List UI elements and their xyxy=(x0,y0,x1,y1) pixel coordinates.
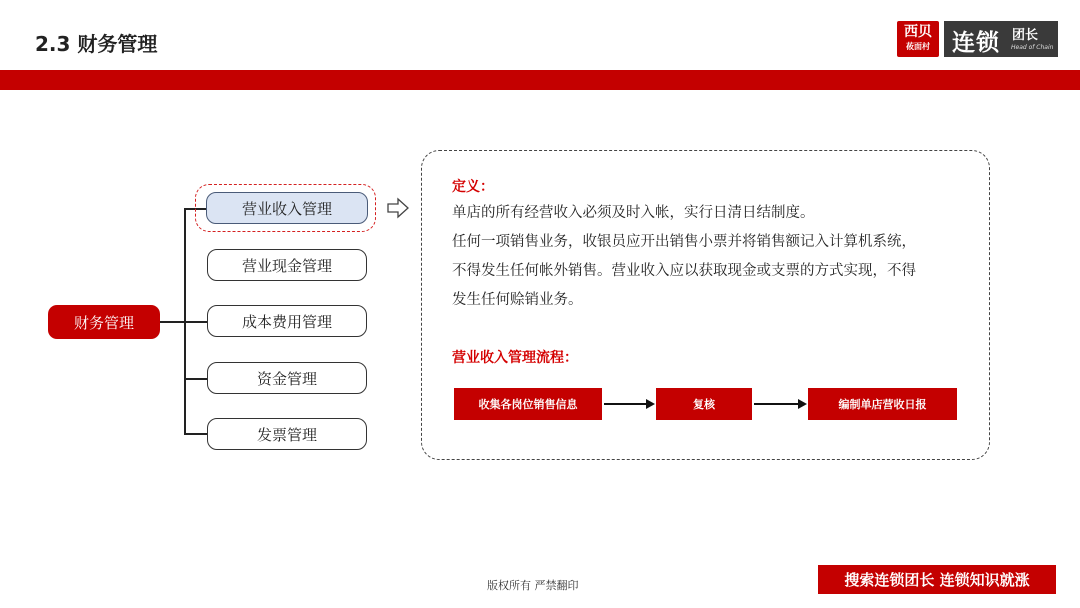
header-divider-bar xyxy=(0,70,1080,90)
tree-node-funds[interactable]: 资金管理 xyxy=(207,362,367,394)
tree-node-invoice[interactable]: 发票管理 xyxy=(207,418,367,450)
xibei-logo-line2: 莜面村 xyxy=(906,42,930,51)
xibei-logo xyxy=(897,21,939,57)
flow-arrow-icon xyxy=(604,396,656,412)
tree-connector xyxy=(184,321,207,323)
tree-connector xyxy=(184,433,207,435)
tree-node-cost[interactable]: 成本费用管理 xyxy=(207,305,367,337)
tree-node-cash[interactable]: 营业现金管理 xyxy=(207,249,367,281)
definition-line: 不得发生任何帐外销售。营业收入应以获取现金或支票的方式实现，不得 xyxy=(452,263,916,279)
flow-arrow-icon xyxy=(754,396,808,412)
xibei-logo-line1: 西贝 xyxy=(904,24,932,40)
liansuo-logo-main: 连锁 xyxy=(952,30,1000,56)
slogan-banner: 搜索连锁团长 连锁知识就涨 xyxy=(818,565,1056,594)
definition-title: 定义： xyxy=(452,179,494,195)
page-title: 2.3 财务管理 xyxy=(35,32,158,56)
flow-step-collect[interactable]: 收集各岗位销售信息 xyxy=(454,388,602,420)
definition-line: 单店的所有经营收入必须及时入帐，实行日清日结制度。 xyxy=(452,205,815,221)
tree-node-revenue[interactable]: 营业收入管理 xyxy=(206,192,368,224)
tree-connector xyxy=(160,321,184,323)
tree-root-node[interactable]: 财务管理 xyxy=(48,305,160,339)
liansuo-logo-en: Head of Chain xyxy=(1011,44,1054,51)
tree-connector xyxy=(184,378,207,380)
flow-title: 营业收入管理流程： xyxy=(452,350,578,366)
flow-step-review[interactable]: 复核 xyxy=(656,388,752,420)
definition-line: 发生任何赊销业务。 xyxy=(452,292,583,308)
copyright-text: 版权所有 严禁翻印 xyxy=(487,579,579,592)
liansuo-logo-sub: 团长 xyxy=(1012,28,1039,43)
definition-line: 任何一项销售业务，收银员应开出销售小票并将销售额记入计算机系统， xyxy=(452,234,916,250)
flow-step-report[interactable]: 编制单店营收日报 xyxy=(808,388,957,420)
hollow-arrow-icon xyxy=(386,196,410,220)
liansuo-logo xyxy=(944,21,1058,57)
